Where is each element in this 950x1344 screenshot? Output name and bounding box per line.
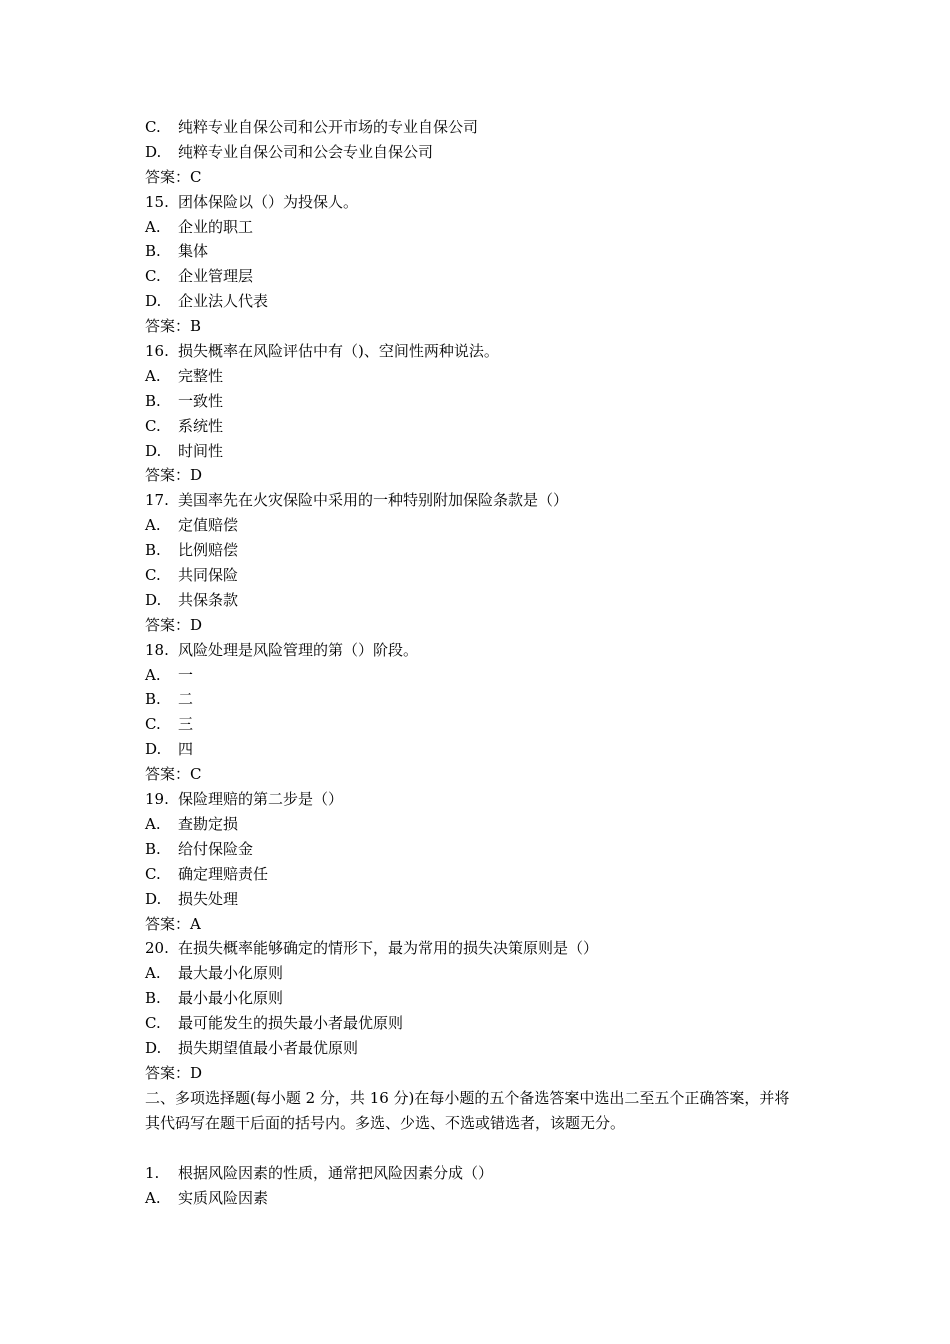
option-line xyxy=(145,115,805,140)
option-line xyxy=(145,215,805,240)
question-number: 19. xyxy=(145,790,169,809)
option-line xyxy=(145,588,805,613)
option-text: 三 xyxy=(178,715,194,734)
option-text: 实质风险因素 xyxy=(178,1188,269,1207)
option-text: 查勘定损 xyxy=(178,814,239,833)
question-text: 风险处理是风险管理的第（）阶段。 xyxy=(178,640,419,659)
option-line xyxy=(145,812,805,837)
option-text: 系统性 xyxy=(178,416,224,435)
option-text: 二 xyxy=(178,690,194,709)
blank-line xyxy=(145,1136,805,1161)
option-label: D. xyxy=(145,441,162,460)
option-text: 企业法人代表 xyxy=(178,292,269,311)
option-text: 定值赔偿 xyxy=(178,516,239,535)
question-text: 损失概率在风险评估中有（)、空间性两种说法。 xyxy=(178,342,499,361)
option-label: B. xyxy=(145,541,161,560)
option-line xyxy=(145,837,805,862)
question-line xyxy=(145,339,805,364)
answer-text: 答案：D xyxy=(145,1063,203,1082)
option-text: 一致性 xyxy=(178,391,224,410)
option-line xyxy=(145,663,805,688)
answer-line xyxy=(145,165,805,190)
option-line xyxy=(145,961,805,986)
question-line xyxy=(145,1161,805,1186)
option-label: B. xyxy=(145,839,161,858)
option-label: A. xyxy=(145,964,161,983)
option-text: 集体 xyxy=(178,242,209,261)
answer-line xyxy=(145,912,805,937)
option-label: D. xyxy=(145,889,162,908)
option-line xyxy=(145,712,805,737)
question-number: 1. xyxy=(145,1163,160,1182)
option-text: 给付保险金 xyxy=(178,839,254,858)
answer-line xyxy=(145,463,805,488)
question-number: 16. xyxy=(145,342,169,361)
answer-text: 答案：C xyxy=(145,167,202,186)
option-line xyxy=(145,1186,805,1211)
document-body xyxy=(145,115,805,1211)
option-text: 最可能发生的损失最小者最优原则 xyxy=(178,1014,404,1033)
answer-text: 答案：B xyxy=(145,317,202,336)
option-text: 企业的职工 xyxy=(178,217,254,236)
option-text: 纯粹专业自保公司和公开市场的专业自保公司 xyxy=(178,118,479,136)
option-label: D. xyxy=(145,590,162,609)
question-number: 18. xyxy=(145,640,169,659)
option-label: A. xyxy=(145,814,161,833)
option-text: 共保条款 xyxy=(178,590,239,609)
option-label: A. xyxy=(145,366,161,385)
option-line xyxy=(145,364,805,389)
option-line xyxy=(145,439,805,464)
option-label: D. xyxy=(145,142,162,161)
option-line xyxy=(145,389,805,414)
option-label: C. xyxy=(145,267,161,286)
question-text: 根据风险因素的性质，通常把风险因素分成（） xyxy=(178,1163,494,1182)
question-text: 在损失概率能够确定的情形下，最为常用的损失决策原则是（） xyxy=(178,939,599,958)
option-line xyxy=(145,1036,805,1061)
option-text: 时间性 xyxy=(178,441,224,460)
option-text: 完整性 xyxy=(178,366,224,385)
question-line xyxy=(145,787,805,812)
option-label: D. xyxy=(145,1038,162,1057)
answer-text: 答案：A xyxy=(145,914,201,933)
option-text: 损失期望值最小者最优原则 xyxy=(178,1038,359,1057)
answer-line xyxy=(145,613,805,638)
option-label: A. xyxy=(145,516,161,535)
option-label: D. xyxy=(145,292,162,311)
option-label: B. xyxy=(145,690,161,709)
option-line xyxy=(145,737,805,762)
option-label: C. xyxy=(145,715,161,734)
question-number: 17. xyxy=(145,491,169,510)
option-line xyxy=(145,264,805,289)
option-label: C. xyxy=(145,416,161,435)
question-line xyxy=(145,488,805,513)
option-label: A. xyxy=(145,665,161,684)
answer-line xyxy=(145,762,805,787)
option-line xyxy=(145,414,805,439)
option-label: A. xyxy=(145,217,161,236)
question-line xyxy=(145,936,805,961)
option-text: 共同保险 xyxy=(178,566,239,585)
section-heading: 二、多项选择题(每小题 2 分，共 16 分)在每小题的五个备选答案中选出二至五个正确答案，并将其代码写在题干后面的括号内。多选、少选、不选或错选者，该题无分。 xyxy=(145,1088,790,1132)
question-text: 保险理赔的第二步是（） xyxy=(178,790,344,809)
option-label: B. xyxy=(145,242,161,261)
option-label: C. xyxy=(145,118,161,136)
answer-text: 答案：D xyxy=(145,466,203,485)
option-line xyxy=(145,862,805,887)
option-label: A. xyxy=(145,1188,161,1207)
option-line xyxy=(145,1011,805,1036)
option-line xyxy=(145,538,805,563)
option-line xyxy=(145,887,805,912)
option-label: C. xyxy=(145,864,161,883)
option-label: B. xyxy=(145,391,161,410)
option-line xyxy=(145,563,805,588)
question-text: 美国率先在火灾保险中采用的一种特别附加保险条款是（） xyxy=(178,491,569,510)
option-text: 四 xyxy=(178,740,194,759)
option-text: 纯粹专业自保公司和公会专业自保公司 xyxy=(178,142,434,161)
option-line xyxy=(145,140,805,165)
option-label: C. xyxy=(145,566,161,585)
option-label: B. xyxy=(145,989,161,1008)
question-text: 团体保险以（）为投保人。 xyxy=(178,192,359,211)
option-text: 最小最小化原则 xyxy=(178,989,284,1008)
option-text: 比例赔偿 xyxy=(178,541,239,560)
question-number: 15. xyxy=(145,192,169,211)
option-line xyxy=(145,986,805,1011)
option-text: 最大最小化原则 xyxy=(178,964,284,983)
question-line xyxy=(145,190,805,215)
answer-text: 答案：C xyxy=(145,765,202,784)
answer-text: 答案：D xyxy=(145,615,203,634)
question-line xyxy=(145,638,805,663)
option-text: 一 xyxy=(178,665,194,684)
option-label: C. xyxy=(145,1014,161,1033)
option-text: 损失处理 xyxy=(178,889,239,908)
option-text: 确定理赔责任 xyxy=(178,864,269,883)
answer-line xyxy=(145,1061,805,1086)
option-line xyxy=(145,289,805,314)
option-line xyxy=(145,239,805,264)
option-line xyxy=(145,513,805,538)
option-line xyxy=(145,687,805,712)
option-text: 企业管理层 xyxy=(178,267,254,286)
option-label: D. xyxy=(145,740,162,759)
answer-line xyxy=(145,314,805,339)
question-number: 20. xyxy=(145,939,169,958)
